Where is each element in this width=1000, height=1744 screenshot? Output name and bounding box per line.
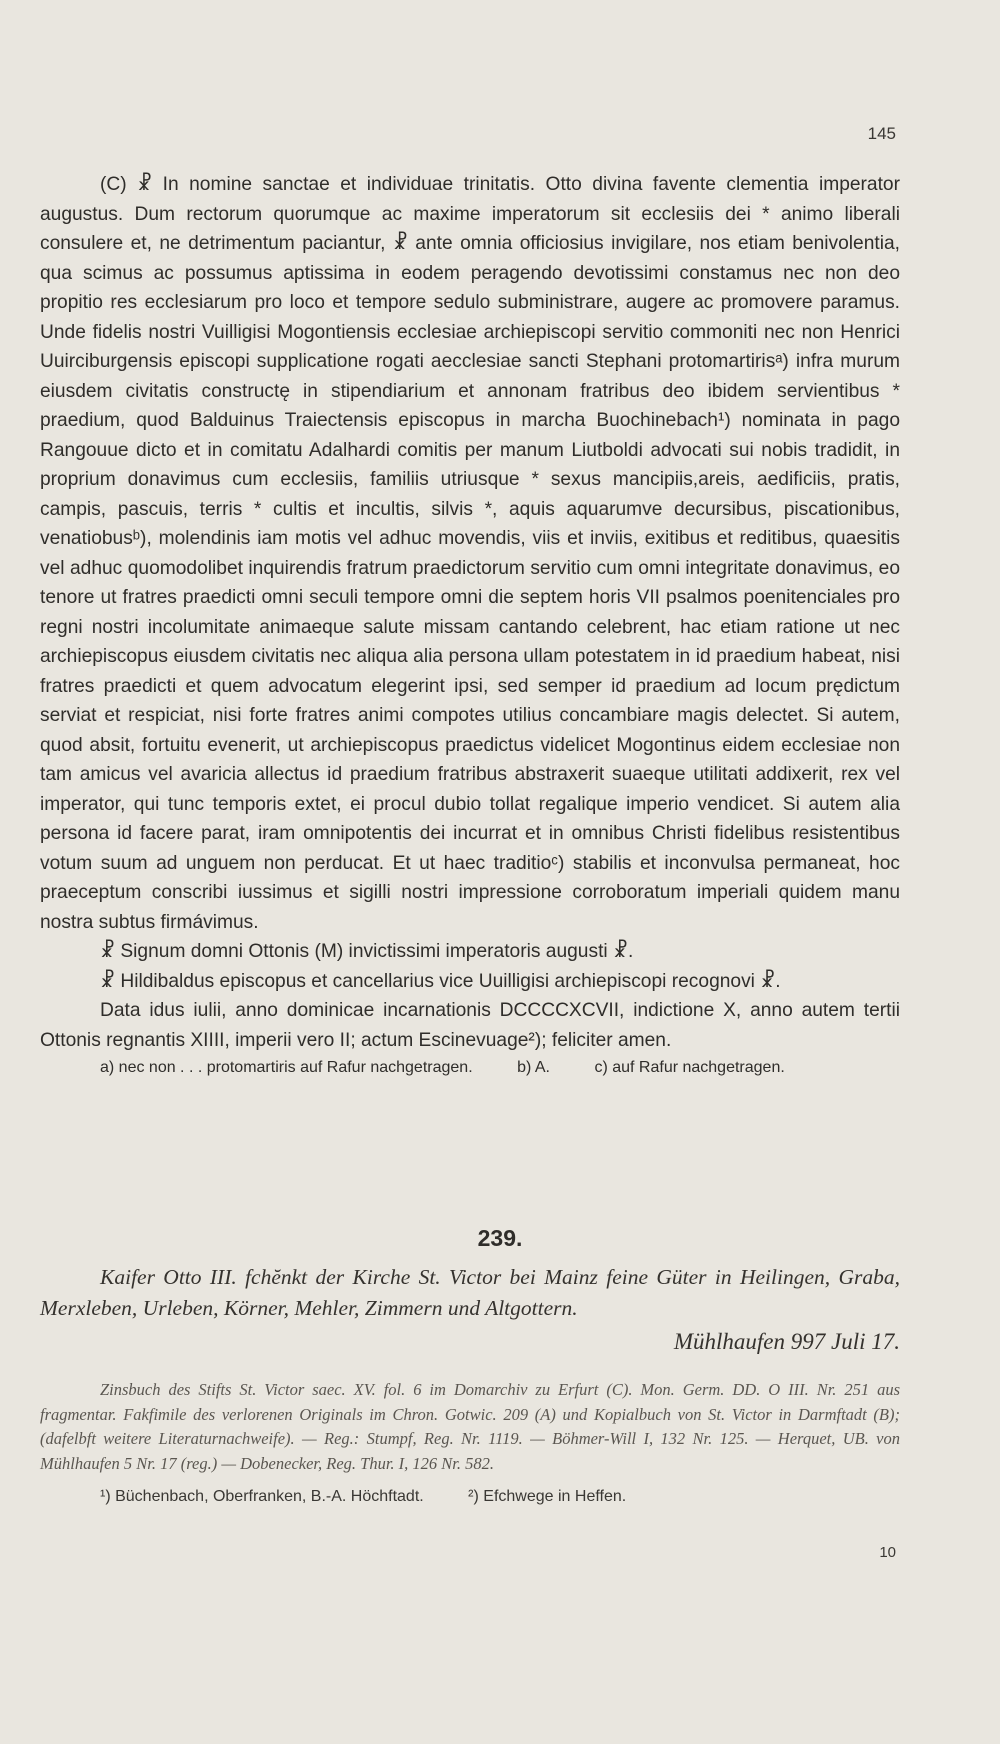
sheet-signature: 10 — [879, 1544, 896, 1561]
place-note-2: ²) Efchwege in Heffen. — [468, 1488, 627, 1505]
text-footnotes — [40, 1055, 900, 1080]
charter-text — [40, 170, 900, 1080]
recognition-line: ☧ Hildibaldus episcopus et cancellarius vice Uuilligisi archiepiscopi recognovi ☧. — [100, 970, 781, 992]
footnote-c: c) auf Rafur nachgetragen. — [594, 1059, 785, 1076]
page-number: 145 — [867, 124, 896, 143]
source-text: Zinsbuch des Stifts St. Victor saec. XV. fol. 6 im Domarchiv zu Erfurt (C). Mon. Germ. DD. O III. Nr. 251 aus fragmentar. Fakfimile des verlorenen Originals im Chron. Gotwic. 209 (A) und Kopialbuch von St. Victor in Darmftadt (B); (dafelbft weitere Literaturnachweife). — Reg.: Stumpf, Reg. Nr. 1119. — Böhmer-Will I, 132 Nr. 125. — Herquet, UB. von Mühlhaufen 5 Nr. 17 (reg.) — Dobenecker, Reg. Thur. I, 126 Nr. 582. — [40, 1380, 900, 1473]
date-place: Mühlhaufen 997 Juli 17. — [673, 1329, 900, 1354]
charter-paragraph: (C) ☧ In nomine sanctae et individuae trinitatis. Otto divina favente clementia imperator augustus. Dum rectorum quorumque ac maxime imperatorum sit ecclesiis dei * animo liberali consulere et, ne detrimentum paciantur, ☧ ante omnia officiosius invigilare, nos etiam benivolentia, qua scimus ac possumus aptissima in eodem peragendo devotissimi constamus nec non deo propitio res ecclesiarum pro loco et tempore sedulo subministrare, augere ac promovere paramus. Unde fidelis nostri Vuilligisi Mogontiensis ecclesiae archiepiscopi servitio commoniti nec non Henrici Uuirciburgensis episcopi supplicatione rogati aecclesiae sancti Stephani protomartirisᵃ) infra murum eiusdem civitatis constructę in stipendiarium et annonam fratribus deo ibidem servientibus * praedium, quod Balduinus Traiectensis episcopus in marcha Buochinebach¹) nominata in pago Rangouue dicto et in comitatu Adalhardi comitis per manum Liutboldi advocati sui nobis tradidit, in proprium donavimus cum ecclesiis, familiis utriusque * sexus mancipiis,areis, aedificiis, pratis, campis, pascuis, terris * cultis et incultis, silvis *, aquis aquarumve decursibus, piscationibus, venatiobusᵇ), molendinis iam motis vel adhuc movendis, viis et inviis, exitibus et reditibus, quaesitis vel adhuc quomodolibet inquirendis fratrum praedictorum servitio cum omni integritate donavimus, eo tenore ut fratres praedicti omni seculi tempore omni die septem horis VII psalmos poenitenciales pro regni nostri incolumitate animaeque salute missam cantando celebrent, hac etiam ratione ut nec archiepiscopus eiusdem civitatis nec aliqua alia persona ullam potestatem in id praedium habeat, nisi fratres praedicti et quem advocatum elegerint ipsi, sed semper id praedium ad locum prędictum serviat et respiciat, nisi forte fratres animi compotes utilius concambiare magis delectet. Si autem, quod absit, fortuitu evenerit, ut archiepiscopus praedictus videlicet Mogontinus eidem ecclesiae non tam amicus vel avaricia allectus id praedium fratribus abstraxerit suaeque utilitati addixerit, rex vel imperator, qui tunc temporis extet, ei procul dubio tollat regalique imperio vendicet. Si autem alia persona id facere parat, iram omnipotentis dei incurrat et in omnibus Christi fidelibus resistentibus votum suum ad unguem non perducat. Et ut haec traditioᶜ) stabilis et inconvulsa permaneat, hoc praeceptum conscribi iussimus et sigilli nostri impressione corroboratum imperiali quidem manu nostra subtus firmávimus. — [40, 174, 900, 933]
footnote-b: b) A. — [517, 1059, 550, 1076]
place-notes — [40, 1485, 900, 1509]
regest-text: Kaifer Otto III. fchĕnkt der Kirche St. Victor bei Mainz feine Güter in Heilingen, Graba, Merxleben, Urleben, Körner, Mehler, Zimmern und Altgottern. — [40, 1265, 900, 1320]
footnote-a: a) nec non . . . protomartiris auf Rafur nachgetragen. — [100, 1059, 473, 1076]
place-note-1: ¹) Büchenbach, Oberfranken, B.-A. Höchftadt. — [100, 1488, 424, 1505]
place-notes-line — [40, 1485, 900, 1509]
datum-line: Data idus iulii, anno dominicae incarnationis DCCCCXCVII, indictione X, anno autem tertii Ottonis regnantis XIIII, imperii vero II; actum Escinevuage²); feliciter amen. — [40, 1000, 900, 1051]
regest — [40, 1262, 900, 1324]
document-number: 239. — [477, 1225, 523, 1251]
signum-line: ☧ Signum domni Ottonis (M) invictissimi imperatoris augusti ☧. — [100, 941, 634, 962]
source-notes — [40, 1378, 900, 1476]
